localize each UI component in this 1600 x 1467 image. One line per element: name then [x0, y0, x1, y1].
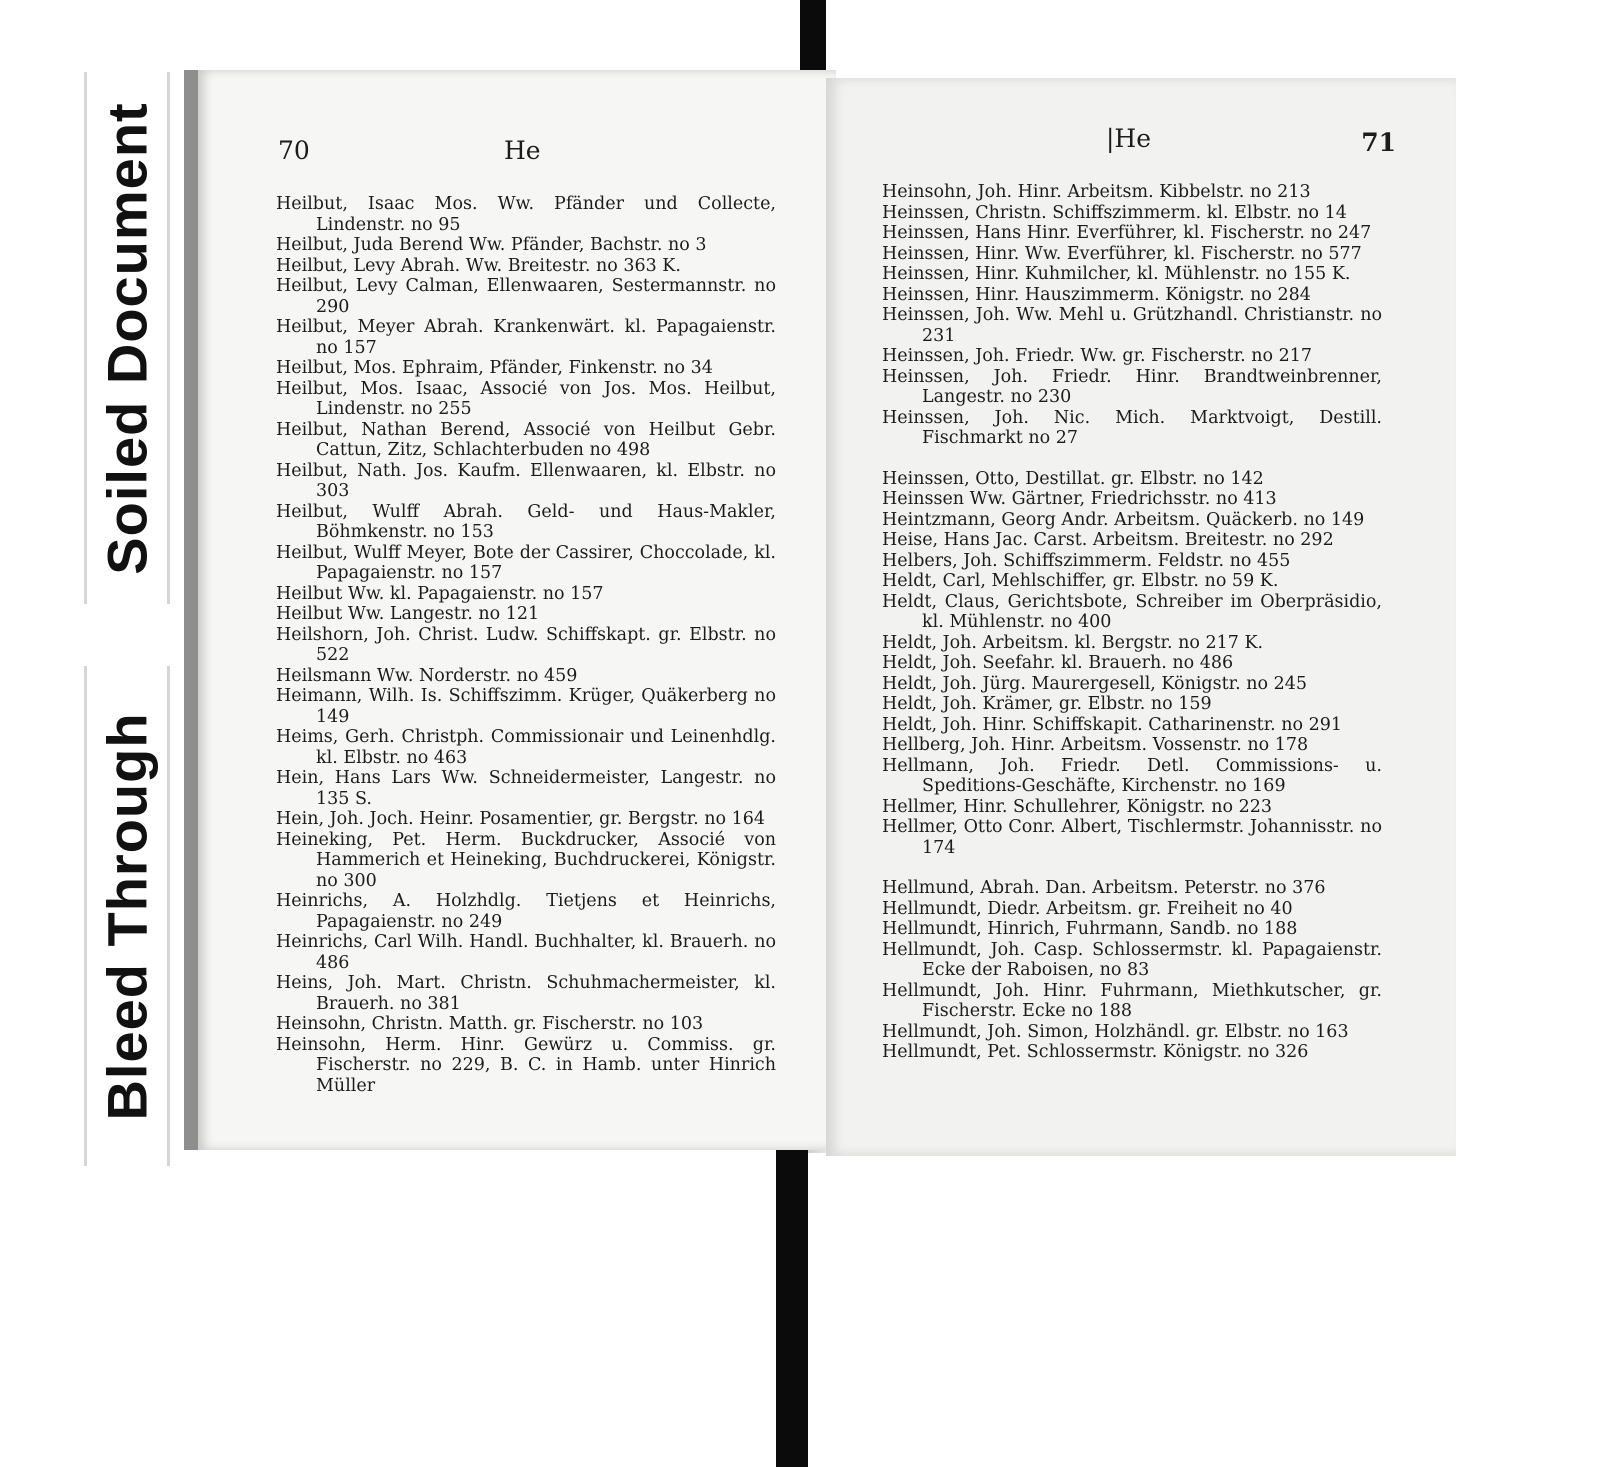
soiled-document-stamp	[84, 72, 170, 604]
directory-entry: Heldt, Carl, Mehlschiffer, gr. Elbstr. no 59 K.	[882, 571, 1279, 591]
directory-entry: Heldt, Joh. Jürg. Maurergesell, Königstr. no 245	[882, 673, 1307, 694]
directory-entry: Heilbut, Wulff Meyer, Bote der Cassirer, Choccolade, kl. Papagaienstr. no 157	[276, 542, 776, 583]
right-page	[826, 78, 1456, 1156]
directory-entry: Heinssen, Hinr. Kuhmilcher, kl. Mühlenstr. no 155 K.	[882, 264, 1351, 284]
directory-entry: Heimann, Wilh. Is. Schiffszimm. Krüger, Quäkerberg no 149	[276, 686, 776, 727]
left-page	[184, 70, 836, 1150]
directory-entry: Heinssen, Hans Hinr. Everführer, kl. Fischerstr. no 247	[882, 223, 1372, 243]
directory-entry: Heinssen, Joh. Friedr. Hinr. Brandtweinbrenner, Langestr. no 230	[882, 366, 1382, 407]
directory-entry: Heinssen, Hinr. Hauszimmerm. Königstr. no 284	[882, 284, 1311, 305]
directory-entry: Heinsohn, Joh. Hinr. Arbeitsm. Kibbelstr. no 213	[882, 182, 1311, 202]
directory-entry: Heins, Joh. Mart. Christn. Schuhmachermeister, kl. Brauerh. no 381	[276, 973, 776, 1014]
directory-entry: Heintzmann, Georg Andr. Arbeitsm. Quäckerb. no 149	[882, 509, 1365, 530]
directory-entry: Hellmer, Hinr. Schullehrer, Königstr. no 223	[882, 796, 1273, 817]
directory-entry: Hein, Joh. Joch. Heinr. Posamentier, gr. Bergstr. no 164	[276, 809, 766, 829]
directory-entry: Hellmundt, Hinrich, Fuhrmann, Sandb. no 188	[882, 919, 1298, 939]
film-mark-bottom	[776, 1138, 808, 1467]
directory-entry: Heilbut, Nath. Jos. Kaufm. Ellenwaaren, kl. Elbstr. no 303	[276, 460, 776, 501]
directory-entry: Heinssen, Hinr. Ww. Everführer, kl. Fischerstr. no 577	[882, 243, 1362, 264]
directory-entry: Heilbut, Meyer Abrah. Krankenwärt. kl. Papagaienstr. no 157	[276, 317, 776, 358]
directory-entry: Heilbut, Wulff Abrah. Geld- und Haus-Makler, Böhmkenstr. no 153	[276, 501, 776, 542]
directory-entry: Hellmer, Otto Conr. Albert, Tischlermstr. Johannisstr. no 174	[882, 817, 1382, 858]
directory-entry: Heilbut, Juda Berend Ww. Pfänder, Bachstr. no 3	[276, 235, 707, 255]
directory-entry: Heims, Gerh. Christph. Commissionair und Leinenhdlg. kl. Elbstr. no 463	[276, 727, 776, 768]
directory-entry: Hellmund, Abrah. Dan. Arbeitsm. Peterstr. no 376	[882, 878, 1326, 898]
directory-entry: Heinsohn, Herm. Hinr. Gewürz u. Commiss. gr. Fischerstr. no 229, B. C. in Hamb. unter Hinrich Müller	[276, 1034, 776, 1096]
directory-entry: Heilshorn, Joh. Christ. Ludw. Schiffskapt. gr. Elbstr. no 522	[276, 624, 776, 665]
film-mark-top	[800, 0, 826, 70]
directory-entry: Heinrichs, Carl Wilh. Handl. Buchhalter, kl. Brauerh. no 486	[276, 932, 776, 973]
bleed-through-stamp	[84, 666, 170, 1166]
directory-entry: Heilbut, Levy Calman, Ellenwaaren, Sestermannstr. no 290	[276, 276, 776, 317]
directory-entry: Hellberg, Joh. Hinr. Arbeitsm. Vossenstr. no 178	[882, 735, 1309, 755]
directory-entry: Heldt, Joh. Krämer, gr. Elbstr. no 159	[882, 694, 1212, 714]
page-number: 70	[278, 136, 310, 165]
directory-entry: Heilbut Ww. kl. Papagaienstr. no 157	[276, 583, 604, 604]
page-number: 71	[1361, 128, 1396, 157]
directory-entry: Heineking, Pet. Herm. Buckdrucker, Associé von Hammerich et Heineking, Buchdruckerei, Königstr. no 300	[276, 829, 776, 891]
soiled-document-label: Soiled Document	[95, 101, 159, 575]
directory-entry: Heilbut, Levy Abrah. Ww. Breitestr. no 363 K.	[276, 255, 681, 276]
directory-entry: Heinssen, Christn. Schiffszimmerm. kl. Elbstr. no 14	[882, 202, 1347, 223]
directory-entry: Heilbut, Nathan Berend, Associé von Heilbut Gebr. Cattun, Zitz, Schlachterbuden no 498	[276, 419, 776, 460]
directory-entries	[882, 182, 1382, 1063]
directory-entry: Hellmann, Joh. Friedr. Detl. Commissions- u. Speditions-Geschäfte, Kirchenstr. no 169	[882, 755, 1382, 796]
directory-entry: Heinssen, Joh. Nic. Mich. Marktvoigt, Destill. Fischmarkt no 27	[882, 407, 1382, 448]
directory-entry: Heilsmann Ww. Norderstr. no 459	[276, 665, 578, 686]
bleed-through-label: Bleed Through	[95, 711, 159, 1121]
directory-entry: Heise, Hans Jac. Carst. Arbeitsm. Breitestr. no 292	[882, 530, 1334, 550]
directory-entry: Hein, Hans Lars Ww. Schneidermeister, Langestr. no 135 S.	[276, 768, 776, 809]
directory-entry: Hellmundt, Joh. Simon, Holzhändl. gr. Elbstr. no 163	[882, 1021, 1349, 1042]
directory-entry: Hellmundt, Pet. Schlossermstr. Königstr. no 326	[882, 1042, 1309, 1062]
directory-entry: Heinrichs, A. Holzhdlg. Tietjens et Heinrichs, Papagaienstr. no 249	[276, 891, 776, 932]
directory-entry: Heinssen, Otto, Destillat. gr. Elbstr. no 142	[882, 468, 1264, 489]
directory-entry: Heinssen, Joh. Friedr. Ww. gr. Fischerstr. no 217	[882, 346, 1313, 366]
directory-entry: Hellmundt, Joh. Hinr. Fuhrmann, Miethkutscher, gr. Fischerstr. Ecke no 188	[882, 980, 1382, 1021]
directory-entry: Heldt, Joh. Seefahr. kl. Brauerh. no 486	[882, 653, 1234, 673]
directory-entry: Heilbut, Isaac Mos. Ww. Pfänder und Collecte, Lindenstr. no 95	[276, 194, 776, 235]
directory-entry: Heilbut, Mos. Isaac, Associé von Jos. Mos. Heilbut, Lindenstr. no 255	[276, 378, 776, 419]
directory-entry: Heinsohn, Christn. Matth. gr. Fischerstr. no 103	[276, 1014, 704, 1034]
directory-entry: Heilbut, Mos. Ephraim, Pfänder, Finkenstr. no 34	[276, 358, 713, 378]
directory-entry: Heldt, Joh. Arbeitsm. kl. Bergstr. no 217 K.	[882, 632, 1264, 653]
directory-entry: Hellmundt, Diedr. Arbeitsm. gr. Freiheit no 40	[882, 898, 1293, 919]
directory-entry: Heldt, Joh. Hinr. Schiffskapit. Catharinenstr. no 291	[882, 714, 1343, 735]
directory-entry: Heilbut Ww. Langestr. no 121	[276, 604, 540, 624]
directory-entry: Heinssen, Joh. Ww. Mehl u. Grützhandl. Christianstr. no 231	[882, 305, 1382, 346]
directory-entry: Helbers, Joh. Schiffszimmerm. Feldstr. no 455	[882, 550, 1291, 571]
directory-entry: Hellmundt, Joh. Casp. Schlossermstr. kl. Papagaienstr. Ecke der Raboisen, no 83	[882, 939, 1382, 980]
directory-entry: Heinssen Ww. Gärtner, Friedrichsstr. no 413	[882, 489, 1277, 509]
directory-entries	[276, 194, 776, 1096]
running-head: He	[504, 136, 541, 165]
running-head: |He	[1106, 124, 1152, 153]
directory-entry: Heldt, Claus, Gerichtsbote, Schreiber im Oberpräsidio, kl. Mühlenstr. no 400	[882, 591, 1382, 632]
